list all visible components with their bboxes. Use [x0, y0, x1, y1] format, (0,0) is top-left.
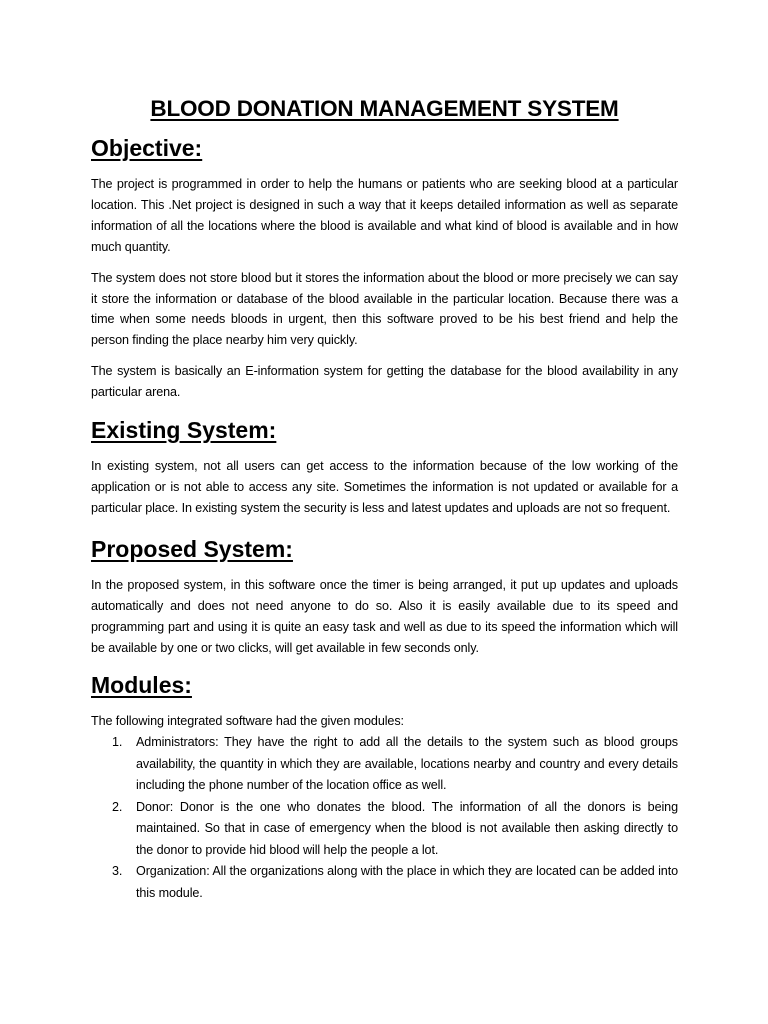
modules-list — [91, 732, 678, 904]
section-heading-objective: Objective: — [91, 135, 203, 161]
list-item-text: Administrators: They have the right to add all the details to the system such as blood groups availability, the quantity in which they are available, locations nearby and country and every details including the phone number of the location office as well. — [136, 735, 678, 793]
section-existing-system — [91, 414, 678, 519]
list-item-number: 1. — [112, 735, 123, 750]
list-item — [91, 732, 678, 797]
list-item — [91, 861, 678, 904]
document-title: BLOOD DONATION MANAGEMENT SYSTEM — [150, 96, 619, 121]
objective-paragraph-3: The system is basically an E-information system for getting the database for the blood availability in any particular arena. — [91, 364, 678, 400]
modules-intro: The following integrated software had the given modules: — [91, 714, 404, 729]
objective-paragraph-1: The project is programmed in order to help the humans or patients who are seeking blood at a particular location. This .Net project is designed in such a way that it keeps detailed information as well as separate information of all the locations where the blood is available and what kind of blood is available and in how much quantity. — [91, 177, 678, 254]
section-proposed-system — [91, 533, 678, 659]
section-modules — [91, 669, 678, 904]
proposed-system-paragraph: In the proposed system, in this software once the timer is being arranged, it put up updates and uploads automatically and does not need anyone to do so. Also it is easily available due to its speed and programming part and using it is quite an easy task and well as due to its speed the information which will be available by one or two clicks, will get available in few seconds only. — [91, 577, 678, 655]
document-page — [91, 94, 678, 904]
list-item — [91, 797, 678, 862]
list-item-number: 3. — [112, 864, 123, 879]
list-item-number: 2. — [112, 799, 123, 814]
section-heading-existing-system: Existing System: — [91, 417, 277, 444]
list-item-text: Donor: Donor is the one who donates the blood. The information of all the donors is being maintained. So that in case of emergency when the blood is not available then asking directly to the donor to provide hid blood will help the people a lot. — [136, 799, 678, 857]
section-objective — [91, 132, 678, 403]
section-heading-modules: Modules: — [91, 672, 192, 699]
existing-system-paragraph: In existing system, not all users can get access to the information because of the low working of the application or is not able to access any site. Sometimes the information is not updated or available for a particular place. In existing system the security is less and latest updates and uploads are not so frequent. — [91, 459, 678, 515]
section-heading-proposed-system: Proposed System: — [91, 535, 293, 562]
list-item-text: Organization: All the organizations along with the place in which they are located can be added into this module. — [136, 864, 678, 900]
objective-paragraph-2: The system does not store blood but it stores the information about the blood or more precisely we can say it store the information or database of the blood available in the particular location. Because there was a time when some needs bloods in urgent, then this software proved to be his best friend and help the person finding the place nearby him very quickly. — [91, 270, 678, 348]
